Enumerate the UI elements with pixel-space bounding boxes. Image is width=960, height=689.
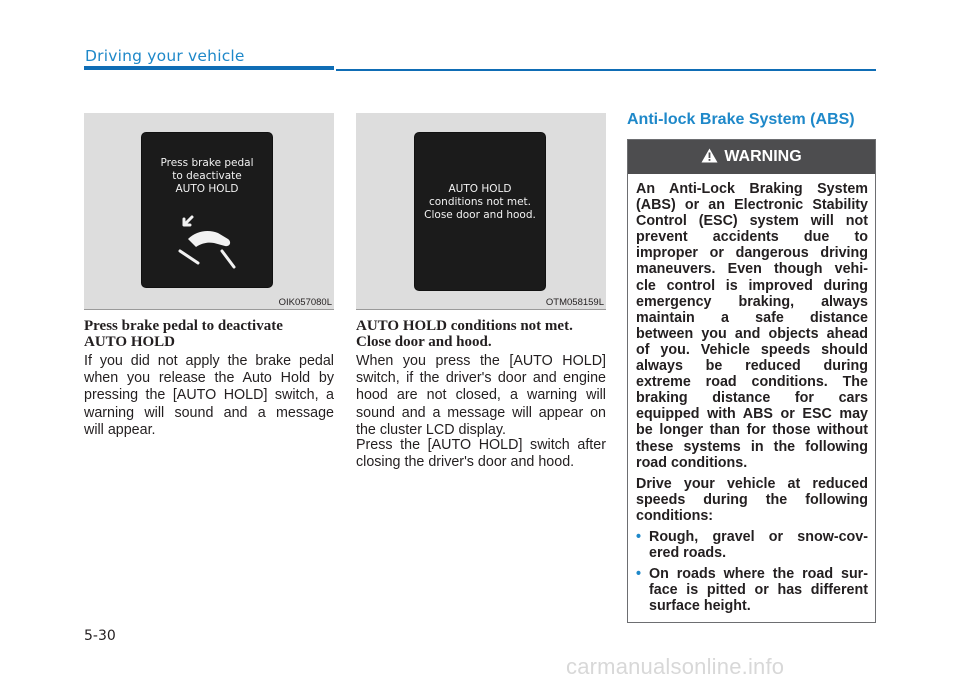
foot-on-brake-pedal-icon [178,213,240,271]
lcd-message: AUTO HOLD conditions not met. Close door and hood. [424,183,536,221]
warning-content: An Anti-Lock Braking System (ABS) or an Electronic Stability Control (ESC) system will not prevent accidents due to improper or dangerous driving maneuvers. Even though vehi- cle control is improved during emergency braking, always maintain a safe distance between you and objects ahead of you. Vehicle speeds should always be reduced during extreme road conditions. The braking distance for cars equipped with ABS or ESC may be longer than for those without these systems in the following road conditions. Drive your vehicle at reduced speeds during the following conditions: • Rough, gravel or snow-cov- ered roads. • On roads where the road sur- face is pitted or has different surface height. [636,181,868,615]
figure-brake-pedal-message [84,113,334,310]
bullet-dot-icon: • [636,566,642,583]
bullet-item-pitted-roads: • On roads where the road sur- face is pitted or has different surface height. [636,566,868,615]
warning-label: WARNING [724,148,802,165]
figure-code: OTM058159L [545,297,604,308]
figure-code: OIK057080L [278,297,332,308]
section-title: Driving your vehicle [85,47,245,65]
abs-section-title: Anti-lock Brake System (ABS) [627,111,855,128]
lcd-message: Press brake pedal to deactivate AUTO HOLD [160,157,254,195]
warning-box [627,139,876,623]
paragraph-door-hood: When you press the [AUTO HOLD] switch, if the driver's door and engine hood are not closed, a warning will sound and a message will appear on the cluster LCD display. [356,353,606,438]
subheading-press-brake-pedal: Press brake pedal to deactivate AUTO HOLD [84,318,283,350]
warning-header [628,140,875,174]
paragraph-brake-pedal: If you did not apply the brake pedal when you release the Auto Hold by pressing the [AUTO HOLD] switch, a warning will sound and a message will appear. [84,353,334,438]
page-number: 5-30 [84,628,116,644]
bullet-dot-icon: • [636,528,642,545]
header-rule-thick [84,66,334,70]
figure-door-hood-message [356,113,606,310]
header-rule-thin [336,69,876,71]
bullet-item-rough-roads: • Rough, gravel or snow-cov- ered roads. [636,528,868,562]
warning-triangle-icon [701,148,718,163]
figure-rule [84,309,334,310]
cluster-lcd-display [415,133,545,290]
watermark: carmanualsonline.info [566,654,785,679]
subheading-conditions-not-met: AUTO HOLD conditions not met. Close door and hood. [356,318,573,350]
paragraph-press-switch: Press the [AUTO HOLD] switch after closing the driver's door and hood. [356,437,606,471]
cluster-lcd-display [142,133,272,287]
figure-rule [356,309,606,310]
